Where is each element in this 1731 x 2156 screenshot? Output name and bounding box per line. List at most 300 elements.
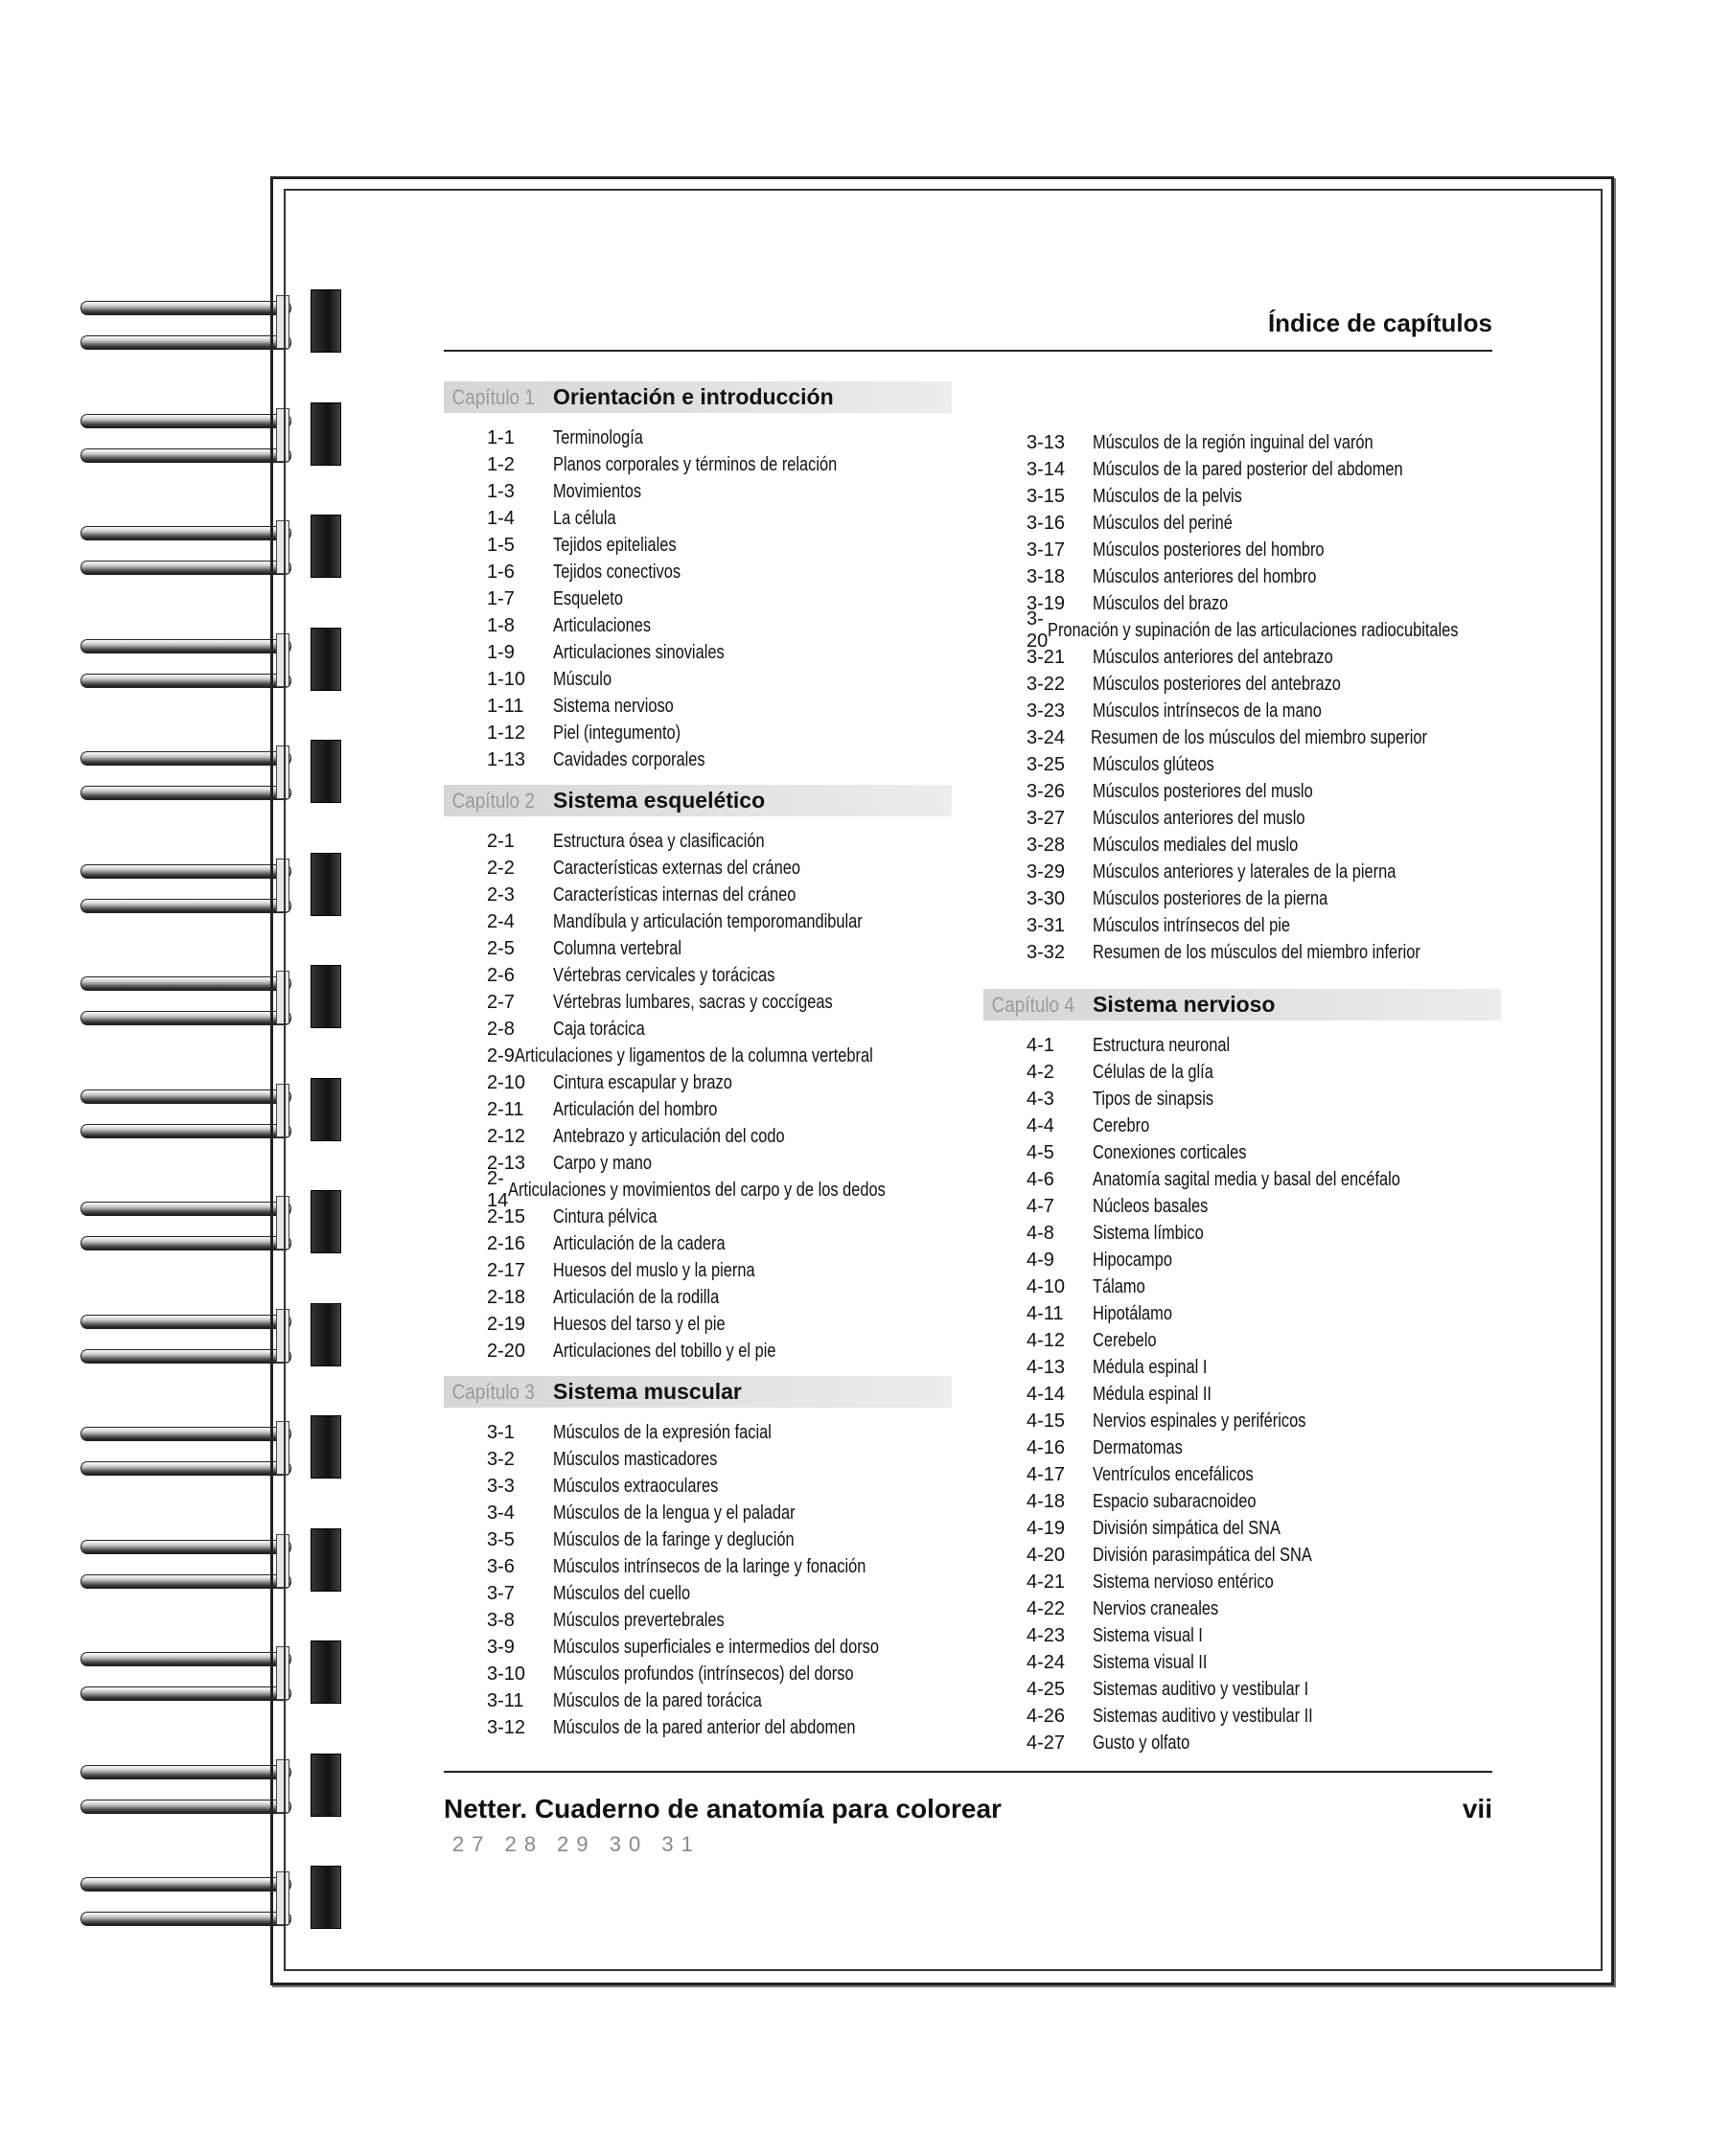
toc-entry (983, 1112, 1501, 1139)
entry-title: Cerebelo (1093, 1329, 1157, 1351)
toc-entry (444, 1204, 952, 1230)
toc-entry (444, 451, 952, 478)
entry-number: 2-17 (487, 1259, 526, 1281)
entry-number: 4-23 (1027, 1624, 1066, 1646)
entry-number: 4-21 (1027, 1571, 1066, 1593)
entry-number: 3-4 (487, 1502, 515, 1524)
toc-entry (983, 1703, 1501, 1730)
entry-number: 1-2 (487, 453, 515, 475)
entry-number: 4-11 (1027, 1302, 1064, 1324)
toc-entry (983, 1220, 1501, 1247)
toc-entry (983, 1676, 1501, 1703)
chapter-heading (444, 381, 952, 413)
entry-number: 1-6 (487, 561, 515, 583)
entry-title: Músculos posteriores del hombro (1093, 539, 1325, 561)
entry-number: 2-18 (487, 1286, 526, 1308)
entry-number: 3-23 (1027, 700, 1066, 722)
entry-number: 2-20 (487, 1340, 526, 1362)
entry-number: 3-10 (487, 1663, 526, 1685)
entry-title: Sistemas auditivo y vestibular II (1093, 1705, 1313, 1727)
right-column (983, 429, 1501, 1756)
toc-entry (983, 751, 1501, 778)
entry-title: Músculos del cuello (553, 1582, 691, 1604)
entry-title: Sistema nervioso entérico (1093, 1571, 1274, 1593)
toc-entry (444, 1580, 952, 1607)
entry-title: Músculos de la faringe y deglución (553, 1528, 795, 1550)
entry-title: Anatomía sagital media y basal del encéfalo (1093, 1168, 1400, 1190)
spacer (983, 966, 1501, 989)
header-rule (444, 350, 1492, 352)
entry-title: Hipocampo (1093, 1249, 1172, 1271)
toc-entry (983, 644, 1501, 671)
entry-title: Músculos de la pelvis (1093, 485, 1242, 507)
entry-number: 2-11 (487, 1098, 524, 1120)
entry-title: Carpo y mano (553, 1152, 653, 1174)
entry-title: Músculos posteriores de la pierna (1093, 887, 1328, 909)
entry-title: Núcleos basales (1093, 1195, 1209, 1217)
entry-title: Hipotálamo (1093, 1302, 1172, 1324)
entry-title: Tipos de sinapsis (1093, 1088, 1214, 1110)
entry-number: 2-5 (487, 937, 515, 959)
toc-entry (444, 612, 952, 639)
entry-title: Músculos intrínsecos del pie (1093, 914, 1291, 936)
toc-entry (444, 1069, 952, 1096)
ring-coil (81, 1540, 291, 1554)
entry-number: 1-11 (487, 695, 524, 717)
entry-title: Cintura escapular y brazo (553, 1071, 732, 1093)
entry-title: Piel (integumento) (553, 722, 681, 744)
entry-number: 4-7 (1027, 1195, 1054, 1217)
entry-title: Articulaciones y movimientos del carpo y de los dedos (508, 1179, 887, 1201)
entry-title: Músculos intrínsecos de la laringe y fonación (553, 1555, 866, 1577)
chapter-title: Sistema nervioso (1093, 992, 1276, 1017)
entry-number: 3-6 (487, 1555, 515, 1577)
toc-entry (444, 1230, 952, 1257)
toc-entry (444, 1016, 952, 1043)
book-title: Netter. Cuaderno de anatomía para colorear (444, 1794, 1002, 1823)
toc-entry (983, 1488, 1501, 1515)
toc-entry (444, 1168, 952, 1211)
toc-entry (444, 746, 952, 773)
entry-title: Caja torácica (553, 1018, 645, 1040)
chapter-title: Orientación e introducción (553, 384, 834, 409)
entry-number: 4-18 (1027, 1490, 1066, 1512)
entry-title: Músculo (553, 668, 612, 690)
toc-entry (983, 1408, 1501, 1434)
chapter-heading (444, 1376, 952, 1408)
entry-title: Vértebras lumbares, sacras y coccígeas (553, 991, 833, 1013)
ring-coil (81, 674, 291, 688)
entry-title: Tejidos epiteliales (553, 534, 677, 556)
toc-entry (444, 962, 952, 989)
show-through-text: 27 28 29 30 31 (452, 1832, 701, 1856)
toc-entry (983, 778, 1501, 805)
toc-entry (983, 1595, 1501, 1622)
toc-entry (983, 859, 1501, 885)
toc-entry (444, 1284, 952, 1311)
toc-entry (983, 1086, 1501, 1112)
entry-number: 3-19 (1027, 592, 1066, 614)
entry-number: 2-7 (487, 991, 515, 1013)
toc-entry (444, 882, 952, 908)
entry-number: 3-3 (487, 1475, 515, 1497)
entry-number: 3-12 (487, 1716, 526, 1738)
entry-title: Músculos glúteos (1093, 753, 1214, 775)
chapter-title: Sistema muscular (553, 1379, 742, 1404)
toc-entry (444, 585, 952, 612)
ring-coil (81, 1124, 291, 1138)
toc-entry (444, 908, 952, 935)
ring-coil (81, 561, 291, 575)
toc-entry (983, 724, 1501, 751)
entry-title: Articulación de la cadera (553, 1232, 726, 1254)
entry-number: 3-14 (1027, 458, 1066, 480)
entry-number: 2-9 (487, 1044, 515, 1067)
entry-title: Cavidades corporales (553, 748, 705, 770)
ring-coil (81, 1877, 291, 1892)
entry-title: Dermatomas (1093, 1436, 1183, 1458)
entry-title: Cintura pélvica (553, 1205, 658, 1227)
entry-number: 4-5 (1027, 1141, 1054, 1163)
toc-entry (983, 671, 1501, 698)
entry-number: 4-3 (1027, 1088, 1054, 1110)
ring-coil (81, 1202, 291, 1216)
toc-entry (444, 828, 952, 855)
entry-number: 4-4 (1027, 1114, 1054, 1136)
chapter-title: Sistema esquelético (553, 788, 766, 813)
entry-number: 2-12 (487, 1125, 526, 1147)
entry-number: 1-9 (487, 641, 515, 663)
entry-number: 3-2 (487, 1448, 515, 1470)
entry-title: Estructura ósea y clasificación (553, 830, 765, 852)
entry-number: 1-1 (487, 426, 515, 448)
entry-number: 2-14 (487, 1168, 509, 1211)
toc-entry (983, 912, 1501, 939)
entry-number: 2-6 (487, 964, 515, 986)
entry-number: 4-15 (1027, 1410, 1066, 1432)
page-title: Índice de capítulos (1267, 309, 1492, 337)
entry-title: Sistema visual II (1093, 1651, 1208, 1673)
ring-coil (81, 414, 291, 428)
entry-number: 4-8 (1027, 1222, 1054, 1244)
entry-number: 3-24 (1027, 726, 1066, 748)
chapter-label: Capítulo 2 (451, 788, 535, 813)
ring-coil (81, 864, 291, 879)
entry-number: 3-17 (1027, 539, 1066, 561)
entry-number: 4-9 (1027, 1249, 1054, 1271)
entry-title: Características internas del cráneo (553, 883, 796, 906)
entry-title: Columna vertebral (553, 937, 682, 959)
toc-entry (983, 805, 1501, 832)
toc-entry (444, 1634, 952, 1661)
entry-title: Articulaciones del tobillo y el pie (553, 1340, 776, 1362)
entry-number: 3-20 (1027, 608, 1049, 652)
toc-entry (444, 855, 952, 882)
entry-number: 4-10 (1027, 1275, 1066, 1297)
entry-number: 3-9 (487, 1636, 515, 1658)
chapter-label: Capítulo 3 (451, 1379, 535, 1404)
entry-title: Músculos del brazo (1093, 592, 1229, 614)
entry-number: 4-14 (1027, 1383, 1066, 1405)
entry-title: Articulación del hombro (553, 1098, 718, 1120)
entry-title: Médula espinal II (1093, 1383, 1212, 1405)
entry-title: Músculos superficiales e intermedios del dorso (553, 1636, 880, 1658)
entry-title: Músculos anteriores y laterales de la pierna (1093, 860, 1396, 883)
ring-coil (81, 899, 291, 913)
entry-title: Sistema nervioso (553, 695, 674, 717)
toc-entry (983, 1730, 1501, 1756)
entry-number: 2-19 (487, 1313, 526, 1335)
toc-entry (444, 1553, 952, 1580)
entry-title: Articulación de la rodilla (553, 1286, 720, 1308)
entry-title: Pronación y supinación de las articulaciones radiocubitales (1048, 619, 1459, 641)
entry-title: Conexiones corticales (1093, 1141, 1247, 1163)
entry-number: 4-25 (1027, 1678, 1066, 1700)
entry-title: Sistemas auditivo y vestibular I (1093, 1678, 1309, 1700)
toc-entry (983, 537, 1501, 563)
ring-coil (81, 1912, 291, 1926)
toc-entry (444, 935, 952, 962)
toc-entry (983, 510, 1501, 537)
chapter-heading (444, 785, 952, 816)
entry-number: 1-12 (487, 722, 526, 744)
ring-coil (81, 301, 291, 315)
ring-coil (81, 1315, 291, 1329)
entry-title: Músculos de la lengua y el paladar (553, 1502, 796, 1524)
toc-entry (444, 1096, 952, 1123)
toc-entry (444, 720, 952, 746)
toc-entry (983, 1327, 1501, 1354)
entry-number: 4-19 (1027, 1517, 1066, 1539)
toc-entry (444, 1150, 952, 1177)
entry-title: Músculos prevertebrales (553, 1609, 725, 1631)
toc-entry (444, 1311, 952, 1338)
toc-entry (983, 1649, 1501, 1676)
toc-entry (444, 1714, 952, 1741)
entry-title: Músculos de la expresión facial (553, 1421, 772, 1443)
entry-title: Antebrazo y articulación del codo (553, 1125, 785, 1147)
entry-title: Esqueleto (553, 587, 623, 609)
toc-entry (983, 939, 1501, 966)
toc-entry (983, 456, 1501, 483)
entry-title: Tálamo (1093, 1275, 1145, 1297)
entry-number: 1-4 (487, 507, 515, 529)
entry-number: 4-1 (1027, 1034, 1054, 1056)
entry-title: Terminología (553, 426, 643, 448)
entry-title: Músculos de la pared anterior del abdomen (553, 1716, 856, 1738)
entry-title: Músculos intrínsecos de la mano (1093, 700, 1322, 722)
toc-entry (983, 698, 1501, 724)
chapter-label: Capítulo 4 (991, 992, 1074, 1017)
entry-number: 3-18 (1027, 565, 1066, 587)
ring-coil (81, 976, 291, 991)
entry-title: Ventrículos encefálicos (1093, 1463, 1254, 1485)
entry-number: 4-17 (1027, 1463, 1066, 1485)
entry-number: 3-31 (1027, 914, 1066, 936)
toc-entry (983, 832, 1501, 859)
entry-number: 1-13 (487, 748, 526, 770)
toc-entry (444, 1419, 952, 1446)
entry-title: Nervios craneales (1093, 1597, 1219, 1619)
footer-rule (444, 1771, 1492, 1773)
toc-entry (983, 1247, 1501, 1273)
entry-number: 3-27 (1027, 807, 1066, 829)
toc-entry (983, 429, 1501, 456)
entry-title: Resumen de los músculos del miembro superior (1091, 726, 1427, 748)
toc-entry (983, 1622, 1501, 1649)
toc-entry (444, 989, 952, 1016)
toc-entry (983, 1381, 1501, 1408)
entry-title: Músculos posteriores del antebrazo (1093, 673, 1341, 695)
entry-title: Músculos extraoculares (553, 1475, 719, 1497)
entry-title: Músculos anteriores del antebrazo (1093, 646, 1333, 668)
entry-number: 3-25 (1027, 753, 1066, 775)
toc-entry (444, 1526, 952, 1553)
entry-title: Cerebro (1093, 1114, 1150, 1136)
toc-entry (983, 1354, 1501, 1381)
entry-title: Huesos del tarso y el pie (553, 1313, 726, 1335)
entry-title: Sistema límbico (1093, 1222, 1204, 1244)
toc-entry (983, 608, 1501, 652)
entry-number: 2-16 (487, 1232, 526, 1254)
toc-entry (983, 1461, 1501, 1488)
toc-entry (983, 563, 1501, 590)
ring-coil (81, 786, 291, 800)
entry-title: Médula espinal I (1093, 1356, 1208, 1378)
toc-entry (444, 666, 952, 693)
ring-coil (81, 1800, 291, 1814)
toc-entry (444, 1661, 952, 1687)
toc-entry (983, 1166, 1501, 1193)
entry-title: Sistema visual I (1093, 1624, 1203, 1646)
entry-title: División simpática del SNA (1093, 1517, 1281, 1539)
entry-number: 3-5 (487, 1528, 515, 1550)
entry-title: Nervios espinales y periféricos (1093, 1410, 1306, 1432)
entry-number: 2-10 (487, 1071, 526, 1093)
entry-title: Músculos de la región inguinal del varón (1093, 431, 1373, 453)
entry-number: 3-16 (1027, 512, 1066, 534)
toc-entry (444, 532, 952, 559)
ring-coil (81, 526, 291, 540)
entry-number: 3-1 (487, 1421, 515, 1443)
toc-entry (983, 1569, 1501, 1595)
toc-entry (444, 1607, 952, 1634)
entry-title: Resumen de los músculos del miembro inferior (1093, 941, 1420, 963)
entry-title: Planos corporales y términos de relación (553, 453, 838, 475)
ring-coil (81, 1236, 291, 1250)
entry-number: 4-22 (1027, 1597, 1066, 1619)
entry-number: 2-15 (487, 1205, 526, 1227)
chapter-label: Capítulo 1 (451, 384, 535, 409)
toc-entry (983, 1059, 1501, 1086)
entry-title: Huesos del muslo y la pierna (553, 1259, 755, 1281)
ring-coil (81, 751, 291, 766)
entry-number: 3-22 (1027, 673, 1066, 695)
ring-coil (81, 1089, 291, 1104)
toc-entry (983, 1300, 1501, 1327)
entry-number: 4-27 (1027, 1732, 1066, 1754)
ring-coil (81, 639, 291, 654)
toc-entry (983, 1515, 1501, 1542)
ring-coil (81, 1427, 291, 1441)
entry-number: 3-8 (487, 1609, 515, 1631)
entry-number: 4-13 (1027, 1356, 1066, 1378)
chapter-heading (983, 989, 1501, 1021)
toc-entry (983, 483, 1501, 510)
entry-title: Estructura neuronal (1093, 1034, 1231, 1056)
entry-number: 2-4 (487, 910, 515, 932)
entry-number: 3-29 (1027, 860, 1066, 883)
toc-entry (983, 590, 1501, 617)
entry-title: Características externas del cráneo (553, 857, 800, 879)
toc-entry (444, 559, 952, 585)
entry-number: 3-11 (487, 1689, 524, 1711)
toc-entry (444, 424, 952, 451)
entry-number: 2-13 (487, 1152, 526, 1174)
toc-entry (444, 1500, 952, 1526)
entry-number: 4-16 (1027, 1436, 1066, 1458)
toc-entry (444, 1687, 952, 1714)
entry-number: 4-6 (1027, 1168, 1054, 1190)
entry-title: Vértebras cervicales y torácicas (553, 964, 775, 986)
entry-number: 3-26 (1027, 780, 1066, 802)
toc-entry (444, 1123, 952, 1150)
entry-title: Articulaciones sinoviales (553, 641, 725, 663)
entry-title: Músculos de la pared posterior del abdomen (1093, 458, 1403, 480)
toc-entry (983, 1273, 1501, 1300)
ring-coil (81, 1686, 291, 1701)
entry-number: 1-5 (487, 534, 515, 556)
ring-coil (81, 1574, 291, 1589)
entry-title: Gusto y olfato (1093, 1732, 1190, 1754)
toc-entry (444, 1338, 952, 1365)
ring-coil (81, 1349, 291, 1364)
toc-entry (983, 1193, 1501, 1220)
entry-title: Músculos anteriores del muslo (1093, 807, 1305, 829)
toc-entry (983, 885, 1501, 912)
entry-title: La célula (553, 507, 616, 529)
entry-number: 4-26 (1027, 1705, 1066, 1727)
entry-title: Músculos anteriores del hombro (1093, 565, 1317, 587)
entry-number: 2-2 (487, 857, 515, 879)
toc-entry (983, 1032, 1501, 1059)
entry-number: 3-15 (1027, 485, 1066, 507)
entry-title: Mandíbula y articulación temporomandibular (553, 910, 863, 932)
entry-title: Movimientos (553, 480, 642, 502)
toc-entry (444, 478, 952, 505)
toc-entry (444, 505, 952, 532)
toc-entry (444, 1257, 952, 1284)
entry-number: 4-24 (1027, 1651, 1066, 1673)
entry-number: 3-28 (1027, 834, 1066, 856)
toc-entry (983, 1434, 1501, 1461)
entry-title: División parasimpática del SNA (1093, 1544, 1312, 1566)
toc-entry (983, 1139, 1501, 1166)
entry-title: Tejidos conectivos (553, 561, 681, 583)
entry-title: Músculos profundos (intrínsecos) del dorso (553, 1663, 854, 1685)
toc-entry (983, 1542, 1501, 1569)
toc-entry (444, 693, 952, 720)
entry-number: 1-8 (487, 614, 515, 636)
toc-entry (444, 1473, 952, 1500)
entry-title: Articulaciones y ligamentos de la columna vertebral (515, 1044, 873, 1067)
entry-number: 4-2 (1027, 1061, 1054, 1083)
ring-coil (81, 335, 291, 350)
toc-entry (444, 1043, 952, 1069)
entry-title: Articulaciones (553, 614, 652, 636)
entry-number: 2-1 (487, 830, 515, 852)
ring-coil (81, 1652, 291, 1666)
